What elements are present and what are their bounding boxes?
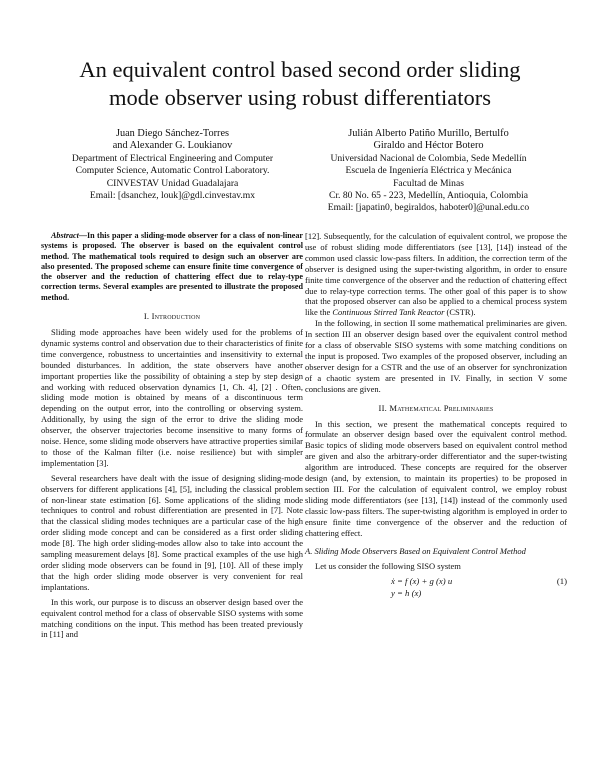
affiliation-line: Facultad de Minas <box>393 177 464 189</box>
affiliation-line: Escuela de Ingeniería Eléctrica y Mecánica <box>345 165 512 177</box>
abstract-text: —In this paper a sliding-mode observer for a class of non-linear systems is proposed. The observer is based on the equivalent control method. The mathematical tools required to design such an observer are also presented. The proposed scheme can ensure finite time convergence of the observer and the reduction of chattering effect due to relay-type correction terms. Several examples are presented to illustrate the proposed method. <box>41 231 303 302</box>
intro-paragraph-2: Several researchers have dealt with the issue of designing sliding-mode observers for different applications [4], [5], including the classical problem of non-linear state estimation [6]. Some applications of the sliding mode techniques to control and robust differentiation are presented in [7]. Note that the classical sliding modes techniques are a particular case of the high order sliding mode concept and can be considered as a first order sliding mode [8]. The high order sliding-modes allow also to take into account the sampling measurement delays [8]. Some practical examples of the use high order sliding mode observers can be found in [9], [10]. All of these imply that the high order sliding mode observer is very convenient for real implantations. <box>41 472 303 592</box>
continued-text: [12]. Subsequently, for the calculation of equivalent control, we propose the use of robust sliding mode differentiators (see [13], [14]) instead of the common used classic low-pass filters. In addition, the correction term of the observer is designed using the super-twisting algorithm, in order to ensure finite time convergence of the observer and the reduction of chattering effect due to relay-type correction terms. The other goal of this paper is to show that the proposed observer can also be applied to a chemical process system like the <box>305 231 567 318</box>
subsection-heading-a: A. Sliding Mode Observers Based on Equivalent Control Method <box>305 546 526 557</box>
section-heading-introduction: I. Introduction <box>143 311 201 322</box>
equation-1-line-1 <box>305 576 567 588</box>
author-email: Email: [dsanchez, louk]@gdl.cinvestav.mx <box>89 190 256 202</box>
author-names-line-1: Julián Alberto Patiño Murillo, Bertulfo <box>348 128 509 139</box>
author-email: Email: [japatin0, begiraldos, haboter0]@unal.edu.co <box>327 202 530 214</box>
title-line-2: mode observer using robust differentiators <box>109 85 491 110</box>
abstract-lead: Abstract <box>51 231 79 240</box>
intro-paragraph-1: Sliding mode approaches have been widely used for the problems of dynamic systems control and observation due to their characteristics of finite time convergence, robustness to uncertainties and insensitivity to external bounded disturbances. In addition, the state observers have another important properties like the possibility of obtaining a step by step design and working with reduced observation dynamics [1, Ch. 4], [2] . Often, sliding mode motion is obtained by means of a discontinuous term depending on the output error, into the controlling or observing system. Additionally, by using the sign of the error to drive the sliding mode observer, the observer trajectories become insensitive to many forms of noise. Hence, some sliding mode observers have attractive properties similar to those of the Kalman filter (i.e. noise resilience) but with simpler implementation [3]. <box>41 326 303 468</box>
intro-paragraph-3: In this work, our purpose is to discuss an observer design based over the equivalent control method for a class of observable SISO systems with some matching conditions on the input. This method has been treated previously in [11] and <box>41 596 303 640</box>
author-block-left <box>40 128 305 202</box>
paper-title <box>40 56 560 112</box>
equation-number: (1) <box>556 576 567 587</box>
continued-text-end: (CSTR). <box>444 307 476 318</box>
equation-1-line-2 <box>305 588 567 600</box>
affiliation-line: Computer Science, Automatic Control Laboratory. <box>75 165 270 177</box>
siso-intro: Let us consider the following SISO system <box>315 561 461 572</box>
intro-paragraph-outline: In the following, in section II some mathematical preliminaries are given. In section III an observer design based over the equivalent control method for a class of observable SISO systems with some matching conditions on the input is proposed. Two examples of the proposed observer, including an observer design for a CSTR and the use of an observer for synchronization of a chaotic system are presented in IV. Finally, in section V some conclusions are given. <box>305 318 567 394</box>
equation-1-state: ẋ = f (x) + g (x) u <box>391 576 453 587</box>
cstr-italic: Continuous Stirred Tank Reactor <box>332 307 445 318</box>
section-heading-math-preliminaries: II. Mathematical Preliminaries <box>378 402 494 413</box>
author-names-line-2: Giraldo and Héctor Botero <box>373 140 484 152</box>
left-column <box>41 231 303 640</box>
author-block-right <box>296 128 561 215</box>
affiliation-line: Department of Electrical Engineering and Computer <box>71 152 274 164</box>
right-column <box>305 231 567 600</box>
affiliation-line: CINVESTAV Unidad Guadalajara <box>106 177 239 189</box>
equation-1-output: y = h (x) <box>391 588 422 599</box>
abstract <box>41 231 303 303</box>
intro-paragraph-continued <box>305 231 567 318</box>
title-line-1: An equivalent control based second order sliding <box>79 57 521 82</box>
affiliation-line: Universidad Nacional de Colombia, Sede Medellín <box>330 152 527 164</box>
author-names-line-2: and Alexander G. Loukianov <box>112 140 233 152</box>
author-names-line-1: Juan Diego Sánchez-Torres <box>115 128 230 139</box>
math-paragraph-1: In this section, we present the mathematical concepts required to formulate an observer design based over the equivalent control method. Basic topics of sliding mode observers based on equivalent control method are given and also the arbitrary-order differentiator and the super-twisting algorithm are introduced. These concepts are required for the observer design (and, by extension, to maintain its properties) to be proposed in section III. For the calculation of equivalent control, we employ robust sliding mode differentiators (see [13], [14]) instead of the commonly used classic low-pass filters. The super-twisting algorithm is employed in order to ensure finite time convergence of the observer and the reduction of chattering effect. <box>305 418 567 538</box>
affiliation-line: Cr. 80 No. 65 - 223, Medellín, Antioquia, Colombia <box>328 190 529 202</box>
